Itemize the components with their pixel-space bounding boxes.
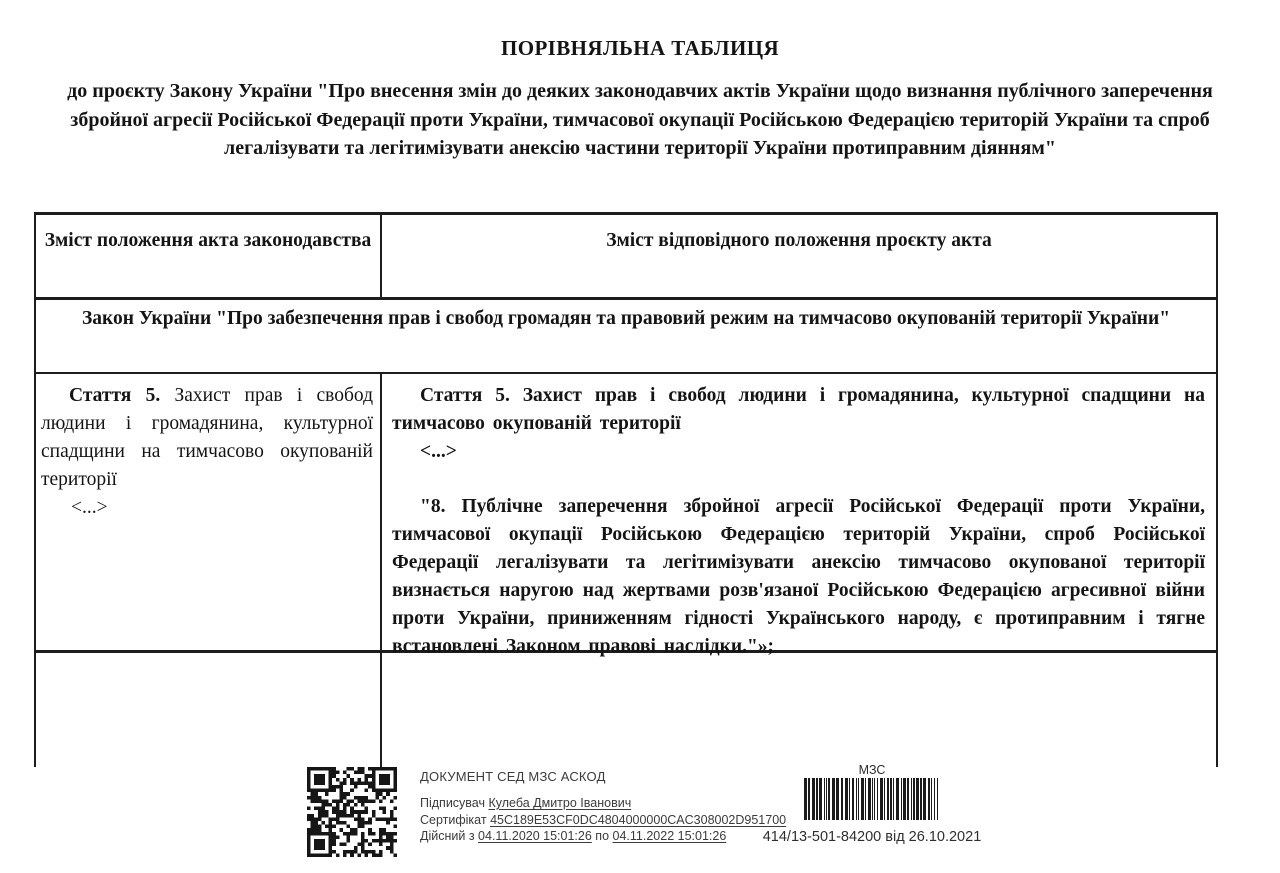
table-content-row [36, 374, 1216, 657]
table-empty-row [36, 653, 1216, 767]
cell-draft-law-text [382, 374, 1216, 657]
empty-cell-right [382, 653, 1216, 767]
current-article-label: Стаття 5. [69, 385, 161, 406]
current-article-text: Захист прав і свобод людини і громадянина, культурної спадщини на тимчасово окупованій території [41, 385, 374, 490]
signer-name: Кулеба Дмитро Іванович [488, 796, 632, 810]
certificate-value: 45C189E53CF0DC4804000000CAC308002D951700 [490, 812, 787, 827]
cell-current-law-text [36, 374, 382, 650]
barcode-org-label: МЗС [858, 763, 886, 777]
barcode-icon [804, 778, 940, 820]
certificate-label: Сертифікат [420, 812, 487, 827]
draft-ellipsis-mark: <...> [420, 441, 457, 462]
page-title: ПОРІВНЯЛЬНА ТАБЛИЦЯ [500, 36, 780, 60]
draft-amendment-paragraph: "8. Публічне заперечення збройної агресії Російської Федерації проти України, тимчасової окупації Російською Федерацією територій України, спроб Російської Федерації легалізувати та легітимізувати анексію тимчасово окупованої території визнається наругою над жертвами розв'язаної Російською Федерацією агресивної війни проти України, приниженням гідності Українського народу, є протиправним і тягне встановлені Законом правові наслідки."»; [392, 496, 1205, 657]
table-header-current-law: Зміст положення акта законодавства [36, 215, 382, 297]
qr-code-icon [307, 767, 397, 857]
signature-signer-line [420, 795, 760, 812]
page-subtitle: до проєкту Закону України "Про внесення змін до деяких законодавчих актів України щодо визнання публічного заперечення збройної агресії Російської Федерації проти України, тимчасової окупації Російською Федерацією територій України та спроб легалізувати та легітимізувати анексію частини території України протиправним діянням" [67, 80, 1213, 159]
signature-certificate-line [420, 812, 787, 829]
validity-label: Дійсний з [420, 829, 475, 843]
comparison-table [34, 212, 1218, 767]
valid-from-date: 04.11.2020 15:01:26 [478, 829, 592, 843]
current-ellipsis-mark: <...> [71, 497, 108, 518]
table-header-draft-law: Зміст відповідного положення проєкту акта [606, 230, 992, 251]
signature-block [420, 769, 787, 845]
draft-article-heading: Стаття 5. Захист прав і свобод людини і громадянина, культурної спадщини на тимчасово окупованій території [392, 385, 1205, 434]
signature-system-title: ДОКУМЕНТ СЕД МЗС АСКОД [420, 769, 606, 784]
table-header-row [36, 215, 1216, 300]
current-article-paragraph [41, 382, 373, 494]
empty-cell-left [36, 653, 382, 767]
table-law-title-row [36, 300, 1216, 374]
signature-validity-line [420, 828, 760, 845]
barcode-registration-number: 414/13-501-84200 від 26.10.2021 [762, 829, 982, 845]
validity-to-label: по [595, 829, 610, 843]
registration-barcode-block [762, 764, 982, 845]
valid-to-date: 04.11.2022 15:01:26 [612, 829, 727, 843]
law-title: Закон України "Про забезпечення прав і свобод громадян та правовий режим на тимчасово окупованій території України" [81, 308, 1171, 329]
signer-label: Підписувач [420, 796, 485, 810]
